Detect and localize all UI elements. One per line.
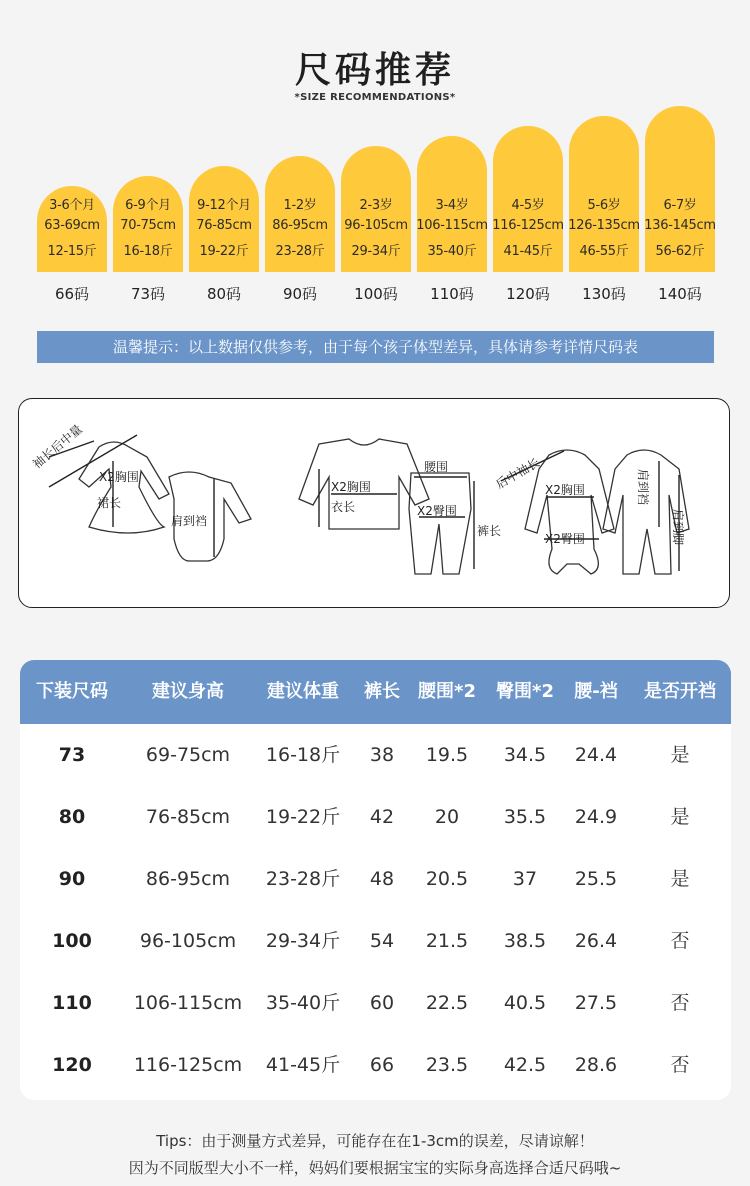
size-bar-weight: 29-34斤 (351, 244, 401, 259)
table-cell: 86-95cm (145, 868, 231, 890)
table-cell: 是 (670, 744, 690, 766)
table-header-cell: 腰-裆 (574, 681, 618, 702)
table-cell: 34.5 (503, 744, 547, 766)
label-hip2: X2臀围 (545, 532, 585, 546)
size-bar-weight: 46-55斤 (579, 244, 629, 259)
size-bar-height: 96-105cm (344, 218, 408, 233)
size-bar-height: 63-69cm (44, 218, 100, 233)
label-pants-len: 裤长 (477, 524, 502, 538)
table-cell: 是 (670, 868, 690, 890)
size-bar (569, 116, 639, 272)
size-bar-age: 6-7岁 (663, 198, 697, 213)
label-shoulder-crotch2: 肩到裆 (636, 469, 650, 506)
label-shoulder-crotch: 肩到裆 (171, 514, 208, 528)
table-cell: 23-28斤 (265, 868, 341, 890)
table-cell: 73 (58, 744, 86, 766)
table-cell: 80 (58, 806, 86, 828)
label-top-len: 衣长 (331, 500, 356, 514)
table-cell: 21.5 (425, 930, 469, 952)
table-header-cell: 建议身高 (152, 681, 224, 702)
size-bar-age: 9-12个月 (197, 198, 251, 213)
size-bar-age: 2-3岁 (359, 198, 393, 213)
size-bar-weight: 35-40斤 (427, 244, 477, 259)
size-bar-weight: 41-45斤 (503, 244, 553, 259)
size-bar-height: 70-75cm (120, 218, 176, 233)
table-cell: 否 (670, 1054, 690, 1076)
size-bar-label: 140码 (658, 285, 702, 303)
table-cell: 25.5 (574, 868, 618, 890)
size-bar (645, 106, 715, 272)
table-cell: 28.6 (574, 1054, 618, 1076)
table-cell: 否 (670, 992, 690, 1014)
measurement-diagram (18, 398, 730, 608)
size-bar (341, 146, 411, 272)
size-bar-height: 126-135cm (568, 218, 640, 233)
table-cell: 66 (369, 1054, 395, 1076)
size-bar-label: 110码 (430, 285, 474, 303)
table-cell: 42.5 (503, 1054, 547, 1076)
table-cell: 90 (58, 868, 86, 890)
table-cell: 否 (670, 930, 690, 952)
page-subtitle: *SIZE RECOMMENDATIONS* (294, 92, 456, 103)
size-bar-weight: 16-18斤 (123, 244, 173, 259)
size-bar-weight: 56-62斤 (655, 244, 705, 259)
size-bar-age: 3-4岁 (435, 198, 469, 213)
size-bar-label: 90码 (282, 285, 318, 303)
table-cell: 24.4 (574, 744, 618, 766)
table-cell: 76-85cm (145, 806, 231, 828)
table-cell: 106-115cm (133, 992, 243, 1014)
table-header-cell: 臀围*2 (496, 681, 554, 702)
size-bar (417, 136, 487, 272)
size-bar (265, 156, 335, 272)
table-header-cell: 建议体重 (267, 681, 339, 702)
size-bar-label: 130码 (582, 285, 626, 303)
table-cell: 38 (369, 744, 395, 766)
label-skirt-len: 裙长 (97, 496, 122, 510)
table-cell: 35.5 (503, 806, 547, 828)
size-bar (113, 176, 183, 272)
table-cell: 116-125cm (133, 1054, 243, 1076)
size-bar-weight: 12-15斤 (47, 244, 97, 259)
table-cell: 20 (434, 806, 460, 828)
table-cell: 24.9 (574, 806, 618, 828)
size-bar-age: 4-5岁 (511, 198, 545, 213)
label-chest2: X2胸围 (331, 480, 371, 494)
size-bar-height: 76-85cm (196, 218, 252, 233)
size-bar (493, 126, 563, 272)
size-bar-height: 136-145cm (644, 218, 716, 233)
label-sleeve: 袖长后中量 (29, 421, 85, 472)
table-header-cell: 是否开裆 (644, 681, 716, 702)
table-cell: 是 (670, 806, 690, 828)
size-table-body (20, 724, 731, 1100)
table-header-cell: 裤长 (364, 681, 400, 702)
table-cell: 42 (369, 806, 395, 828)
table-cell: 23.5 (425, 1054, 469, 1076)
table-cell: 26.4 (574, 930, 618, 952)
table-cell: 16-18斤 (265, 744, 341, 766)
size-bar-label: 66码 (54, 285, 90, 303)
notice-banner: 温馨提示：以上数据仅供参考，由于每个孩子体型差异，具体请参考详情尺码表 (37, 331, 714, 363)
table-cell: 19.5 (425, 744, 469, 766)
table-cell: 22.5 (425, 992, 469, 1014)
tips-line-2: 因为不同版型大小不一样，妈妈们要根据宝宝的实际身高选择合适尺码哦~ (128, 1159, 622, 1177)
table-cell: 120 (52, 1054, 92, 1076)
table-header-cell: 下装尺码 (36, 681, 108, 702)
table-cell: 20.5 (425, 868, 469, 890)
size-bar-label: 73码 (130, 285, 166, 303)
table-cell: 19-22斤 (265, 806, 341, 828)
label-hip: X2臀围 (417, 504, 457, 518)
page-title: 尺码推荐 (294, 50, 455, 91)
label-shoulder-foot: 肩到脚 (671, 509, 685, 546)
table-cell: 29-34斤 (265, 930, 341, 952)
table-cell: 38.5 (503, 930, 547, 952)
table-header-cell: 腰围*2 (418, 681, 476, 702)
label-waist: 腰围 (424, 460, 449, 474)
table-cell: 27.5 (574, 992, 618, 1014)
table-cell: 96-105cm (139, 930, 237, 952)
size-bar-weight: 23-28斤 (275, 244, 325, 259)
size-bar-label: 120码 (506, 285, 550, 303)
label-chest1: X2胸围 (99, 470, 139, 484)
size-bar (189, 166, 259, 272)
table-cell: 60 (369, 992, 395, 1014)
table-cell: 37 (512, 868, 538, 890)
table-cell: 41-45斤 (265, 1054, 341, 1076)
table-cell: 110 (52, 992, 92, 1014)
size-bar-weight: 19-22斤 (199, 244, 249, 259)
table-cell: 35-40斤 (265, 992, 341, 1014)
table-cell: 69-75cm (145, 744, 231, 766)
size-table-header (20, 660, 731, 724)
label-chest3: X2胸围 (545, 483, 585, 497)
clothing-measure-illustration (19, 399, 731, 609)
size-bar-age: 5-6岁 (587, 198, 621, 213)
table-cell: 100 (52, 930, 92, 952)
tips-line-1: Tips：由于测量方式差异，可能存在在1-3cm的误差，尽请谅解！ (156, 1132, 594, 1150)
size-bar-label: 100码 (354, 285, 398, 303)
size-bar-age: 1-2岁 (283, 198, 317, 213)
size-bar-height: 116-125cm (492, 218, 564, 233)
size-bar-label: 80码 (206, 285, 242, 303)
size-bar-height: 86-95cm (272, 218, 328, 233)
size-bar (37, 186, 107, 272)
size-bar-height: 106-115cm (416, 218, 488, 233)
table-cell: 54 (369, 930, 395, 952)
size-bar-age: 3-6个月 (49, 198, 95, 213)
table-cell: 48 (369, 868, 395, 890)
label-back-sleeve: 后中袖长 (493, 455, 543, 492)
table-cell: 40.5 (503, 992, 547, 1014)
size-bar-age: 6-9个月 (125, 198, 171, 213)
